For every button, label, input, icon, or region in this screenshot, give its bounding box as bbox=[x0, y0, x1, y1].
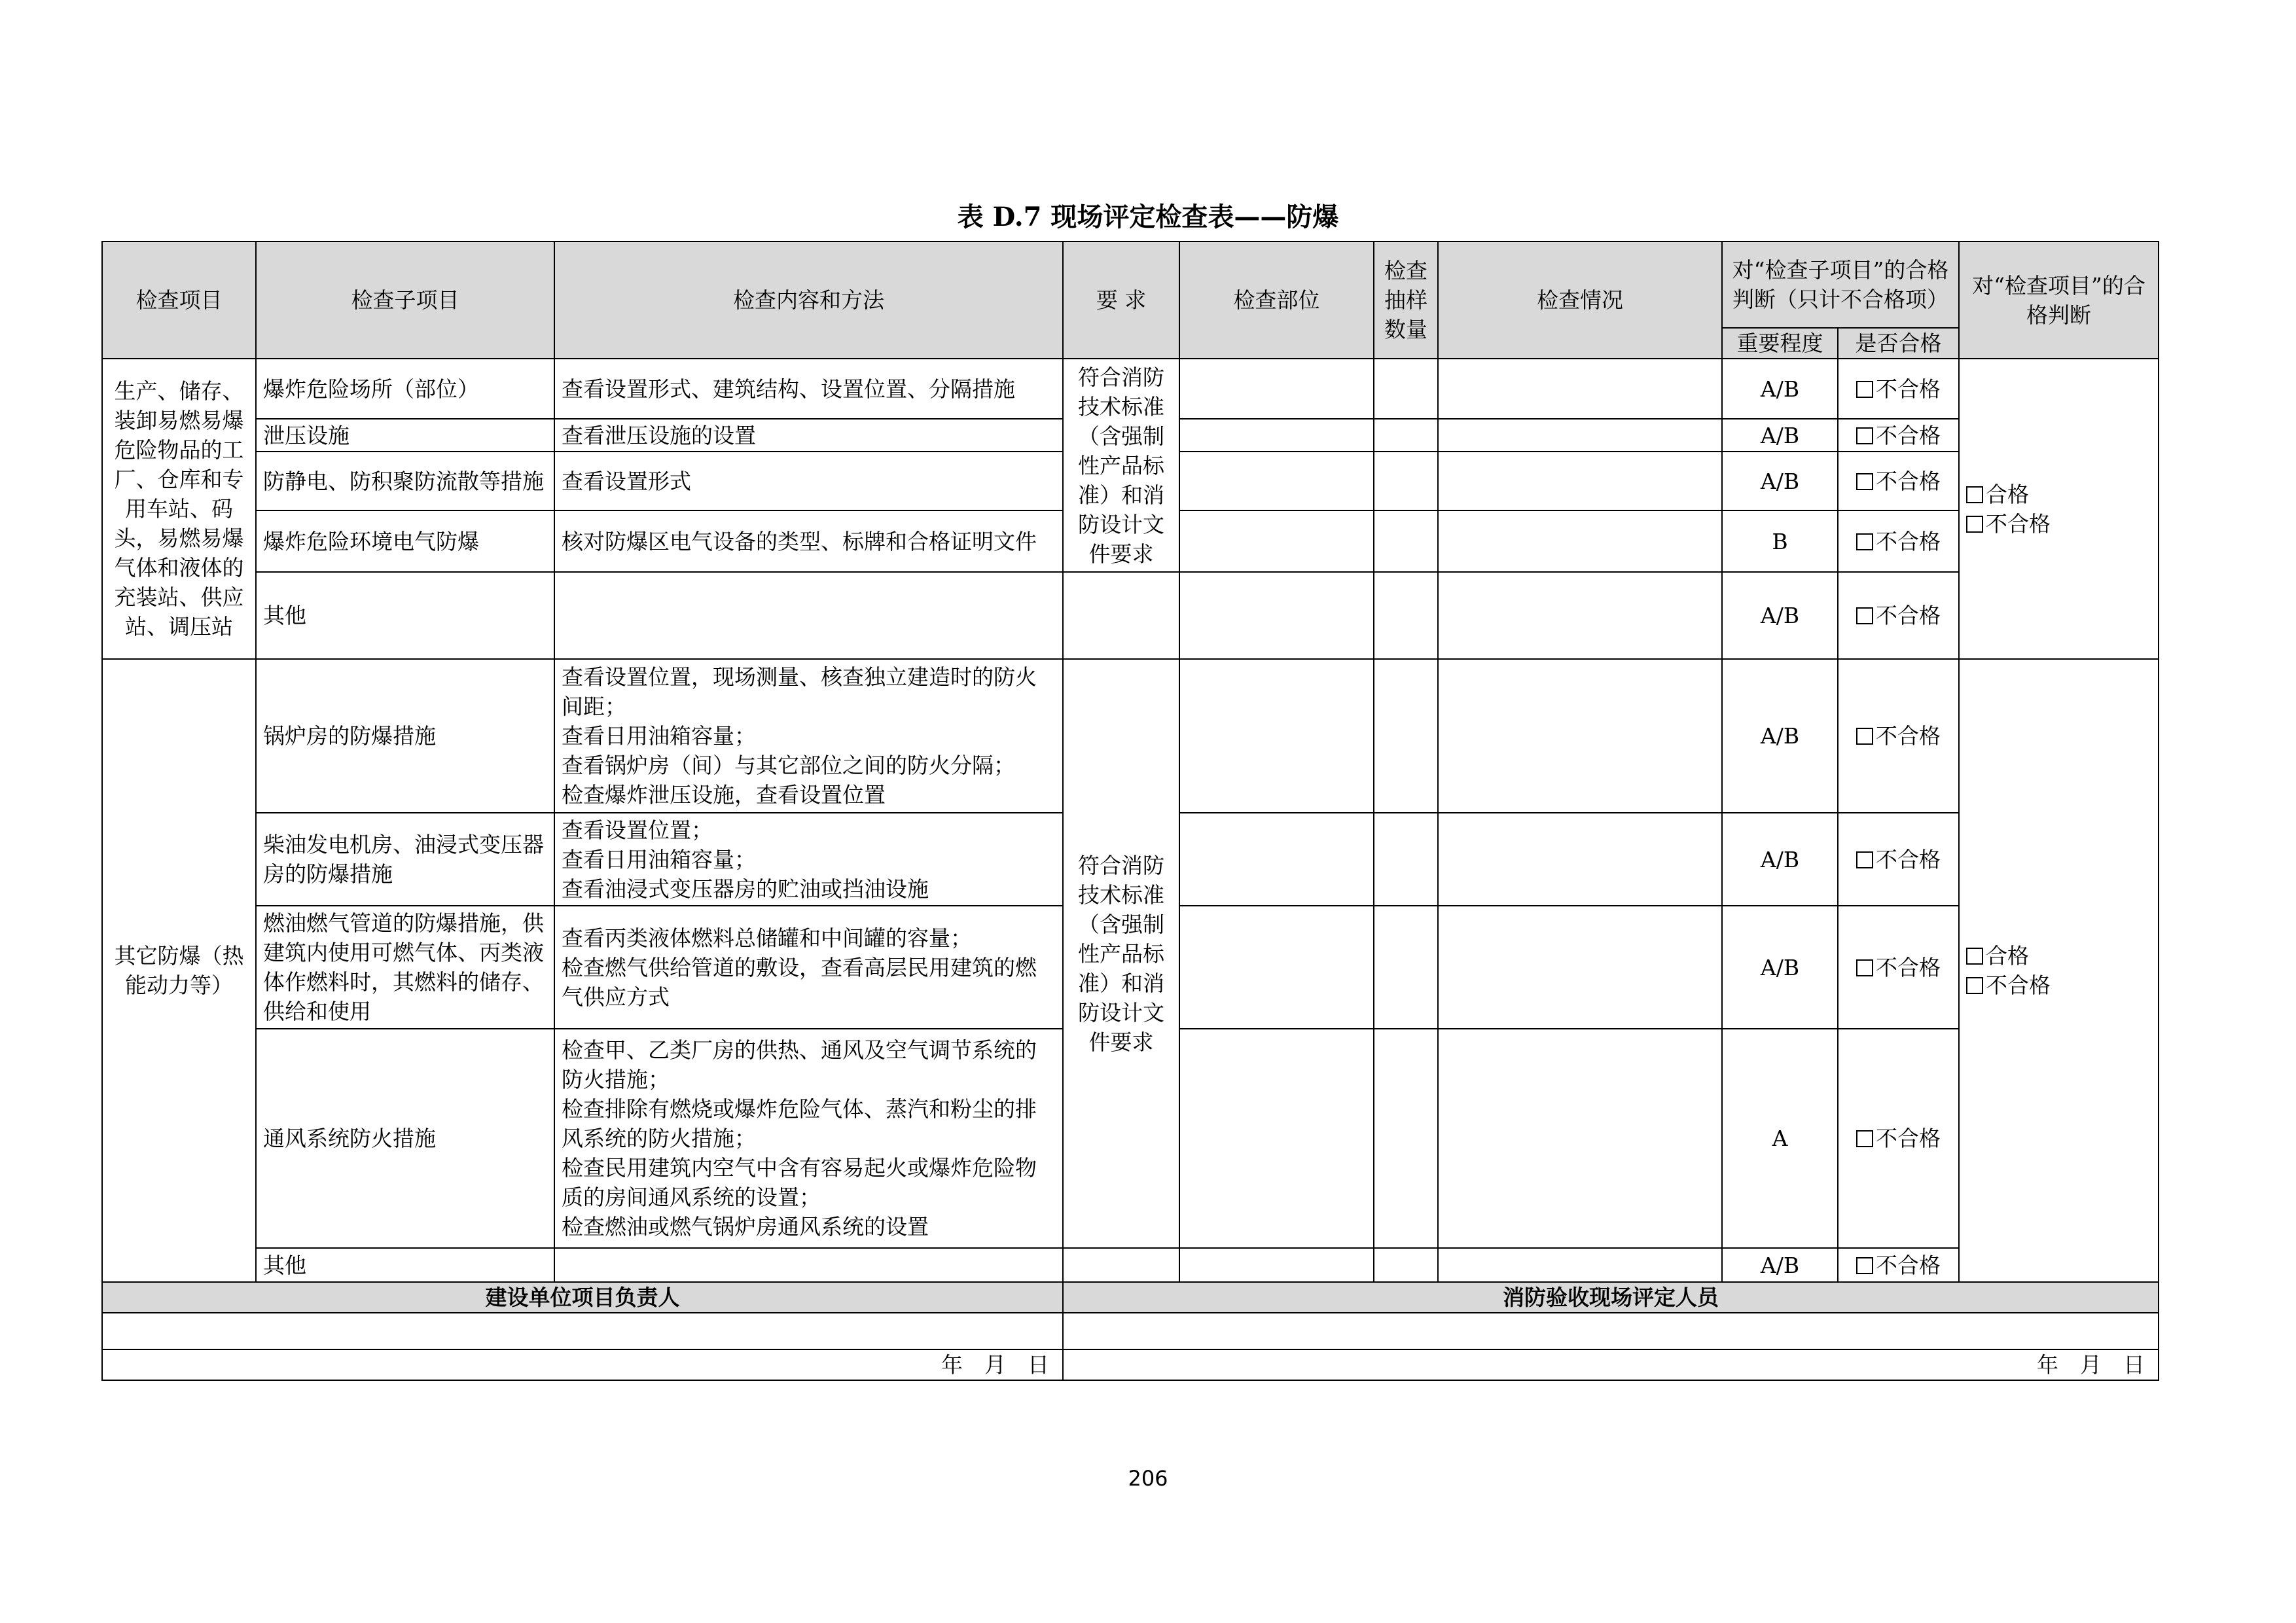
page-title: 表 D.7 现场评定检查表——防爆 bbox=[957, 202, 1339, 232]
checkbox[interactable] bbox=[1856, 1257, 1873, 1274]
importance-level: A/B bbox=[1722, 906, 1838, 1029]
checkbox[interactable] bbox=[1966, 977, 1983, 994]
importance-level: A/B bbox=[1722, 572, 1838, 659]
item-judgement bbox=[1959, 359, 2159, 659]
importance-level: A/B bbox=[1722, 359, 1838, 419]
requirement-blank bbox=[1063, 1248, 1179, 1282]
header-sub-item: 检查子项目 bbox=[256, 241, 554, 359]
sub-item: 爆炸危险场所（部位） bbox=[256, 359, 554, 419]
location-cell bbox=[1179, 1029, 1374, 1248]
situation-cell bbox=[1438, 1248, 1722, 1282]
judge-pass-option bbox=[1966, 941, 2151, 971]
check-method bbox=[554, 572, 1063, 659]
check-method: 查看泄压设施的设置 bbox=[554, 419, 1063, 452]
sub-item: 锅炉房的防爆措施 bbox=[256, 659, 554, 813]
sub-item: 其他 bbox=[256, 1248, 554, 1282]
check-method: 查看设置形式 bbox=[554, 452, 1063, 510]
sample-cell bbox=[1374, 359, 1438, 419]
header-situation: 检查情况 bbox=[1438, 241, 1722, 359]
header-item-judge: 对“检查项目”的合格判断 bbox=[1959, 241, 2159, 359]
importance-level: B bbox=[1722, 510, 1838, 572]
importance-level: A/B bbox=[1722, 452, 1838, 510]
checkbox[interactable] bbox=[1856, 1130, 1873, 1147]
location-cell bbox=[1179, 1248, 1374, 1282]
situation-cell bbox=[1438, 359, 1722, 419]
check-item: 生产、储存、装卸易燃易爆危险物品的工厂、仓库和专用车站、码头，易燃易爆气体和液体的充装站、供应站、调压站 bbox=[102, 359, 256, 659]
check-method: 检查甲、乙类厂房的供热、通风及空气调节系统的防火措施； 检查排除有燃烧或爆炸危险气体、蒸汽和粉尘的排风系统的防火措施； 检查民用建筑内空气中含有容易起火或爆炸危险物质的房间通风系统的设置； 检查燃油或燃气锅炉房通风系统的设置 bbox=[554, 1029, 1063, 1248]
sample-cell bbox=[1374, 452, 1438, 510]
checkbox[interactable] bbox=[1856, 427, 1873, 444]
importance-level: A/B bbox=[1722, 419, 1838, 452]
header-pass: 是否合格 bbox=[1838, 328, 1959, 359]
check-method: 查看丙类液体燃料总储罐和中间罐的容量； 检查燃气供给管道的敷设，查看高层民用建筑的燃气供应方式 bbox=[554, 906, 1063, 1029]
location-cell bbox=[1179, 572, 1374, 659]
footer-right-date: 年 月 日 bbox=[1063, 1349, 2159, 1380]
checkbox[interactable] bbox=[1856, 959, 1873, 976]
checkbox[interactable] bbox=[1856, 381, 1873, 398]
header-importance: 重要程度 bbox=[1722, 328, 1838, 359]
pass-fail-cell bbox=[1838, 419, 1959, 452]
option-label: 不合格 bbox=[1986, 972, 2051, 998]
fail-label: 不合格 bbox=[1876, 1252, 1941, 1278]
sample-cell bbox=[1374, 510, 1438, 572]
sub-item: 防静电、防积聚防流散等措施 bbox=[256, 452, 554, 510]
situation-cell bbox=[1438, 813, 1722, 906]
option-label: 不合格 bbox=[1986, 510, 2051, 537]
importance-level: A/B bbox=[1722, 813, 1838, 906]
pass-fail-cell bbox=[1838, 813, 1959, 906]
judge-fail-option bbox=[1966, 971, 2151, 1000]
pass-fail-cell bbox=[1838, 359, 1959, 419]
judge-pass-option bbox=[1966, 480, 2151, 509]
check-method: 查看设置位置； 查看日用油箱容量； 查看油浸式变压器房的贮油或挡油设施 bbox=[554, 813, 1063, 906]
location-cell bbox=[1179, 359, 1374, 419]
situation-cell bbox=[1438, 510, 1722, 572]
location-cell bbox=[1179, 813, 1374, 906]
page-number: 206 bbox=[1128, 1466, 1168, 1491]
fail-label: 不合格 bbox=[1876, 422, 1941, 448]
situation-cell bbox=[1438, 419, 1722, 452]
option-label: 合格 bbox=[1986, 943, 2029, 969]
header-sample: 检查抽样数量 bbox=[1374, 241, 1438, 359]
sub-item: 爆炸危险环境电气防爆 bbox=[256, 510, 554, 572]
footer-left-sign bbox=[102, 1313, 1063, 1349]
fail-label: 不合格 bbox=[1876, 528, 1941, 554]
judge-fail-option bbox=[1966, 509, 2151, 539]
situation-cell bbox=[1438, 572, 1722, 659]
sub-item: 燃油燃气管道的防爆措施，供建筑内使用可燃气体、丙类液体作燃料时，其燃料的储存、供给和使用 bbox=[256, 906, 554, 1029]
header-item: 检查项目 bbox=[102, 241, 256, 359]
sample-cell bbox=[1374, 572, 1438, 659]
sub-item: 泄压设施 bbox=[256, 419, 554, 452]
table-row bbox=[102, 359, 2159, 419]
sample-cell bbox=[1374, 1029, 1438, 1248]
header-sub-judge: 对“检查子项目”的合格判断（只计不合格项） bbox=[1722, 241, 1959, 328]
check-item: 其它防爆（热能动力等） bbox=[102, 659, 256, 1282]
location-cell bbox=[1179, 452, 1374, 510]
location-cell bbox=[1179, 510, 1374, 572]
table-body bbox=[102, 359, 2159, 1282]
pass-fail-cell bbox=[1838, 1248, 1959, 1282]
footer-right-label: 消防验收现场评定人员 bbox=[1063, 1282, 2159, 1313]
check-method: 查看设置位置，现场测量、核查独立建造时的防火间距； 查看日用油箱容量； 查看锅炉房（间）与其它部位之间的防火分隔； 检查爆炸泄压设施，查看设置位置 bbox=[554, 659, 1063, 813]
sub-item: 其他 bbox=[256, 572, 554, 659]
pass-fail-cell bbox=[1838, 452, 1959, 510]
footer-right-sign bbox=[1063, 1313, 2159, 1349]
fail-label: 不合格 bbox=[1876, 1126, 1941, 1151]
requirement: 符合消防技术标准（含强制性产品标准）和消防设计文件要求 bbox=[1063, 359, 1179, 572]
checkbox[interactable] bbox=[1856, 473, 1873, 490]
importance-level: A/B bbox=[1722, 1248, 1838, 1282]
situation-cell bbox=[1438, 1029, 1722, 1248]
checkbox[interactable] bbox=[1966, 948, 1983, 965]
location-cell bbox=[1179, 906, 1374, 1029]
table-row bbox=[102, 659, 2159, 813]
sample-cell bbox=[1374, 906, 1438, 1029]
footer-left-label: 建设单位项目负责人 bbox=[102, 1282, 1063, 1313]
sample-cell bbox=[1374, 813, 1438, 906]
footer-left-date: 年 月 日 bbox=[102, 1349, 1063, 1380]
sub-item: 通风系统防火措施 bbox=[256, 1029, 554, 1248]
situation-cell bbox=[1438, 659, 1722, 813]
requirement-blank bbox=[1063, 572, 1179, 659]
requirement: 符合消防技术标准（含强制性产品标准）和消防设计文件要求 bbox=[1063, 659, 1179, 1248]
checkbox[interactable] bbox=[1966, 516, 1983, 533]
checkbox[interactable] bbox=[1856, 728, 1873, 745]
pass-fail-cell bbox=[1838, 510, 1959, 572]
fail-label: 不合格 bbox=[1876, 376, 1941, 402]
table-row bbox=[102, 572, 2159, 659]
sample-cell bbox=[1374, 419, 1438, 452]
header-location: 检查部位 bbox=[1179, 241, 1374, 359]
header-method: 检查内容和方法 bbox=[554, 241, 1063, 359]
option-label: 合格 bbox=[1986, 481, 2029, 507]
check-method: 查看设置形式、建筑结构、设置位置、分隔措施 bbox=[554, 359, 1063, 419]
checkbox[interactable] bbox=[1856, 533, 1873, 550]
sample-cell bbox=[1374, 1248, 1438, 1282]
sub-item: 柴油发电机房、油浸式变压器房的防爆措施 bbox=[256, 813, 554, 906]
situation-cell bbox=[1438, 452, 1722, 510]
situation-cell bbox=[1438, 906, 1722, 1029]
pass-fail-cell bbox=[1838, 906, 1959, 1029]
inspection-table bbox=[101, 241, 2159, 1381]
check-method bbox=[554, 1248, 1063, 1282]
importance-level: A/B bbox=[1722, 659, 1838, 813]
fail-label: 不合格 bbox=[1876, 723, 1941, 749]
location-cell bbox=[1179, 419, 1374, 452]
fail-label: 不合格 bbox=[1876, 603, 1941, 628]
table-row bbox=[102, 1248, 2159, 1282]
pass-fail-cell bbox=[1838, 572, 1959, 659]
checkbox[interactable] bbox=[1856, 851, 1873, 868]
fail-label: 不合格 bbox=[1876, 846, 1941, 872]
location-cell bbox=[1179, 659, 1374, 813]
fail-label: 不合格 bbox=[1876, 468, 1941, 494]
checkbox[interactable] bbox=[1856, 607, 1873, 624]
importance-level: A bbox=[1722, 1029, 1838, 1248]
check-method: 核对防爆区电气设备的类型、标牌和合格证明文件 bbox=[554, 510, 1063, 572]
sample-cell bbox=[1374, 659, 1438, 813]
checkbox[interactable] bbox=[1966, 486, 1983, 503]
item-judgement bbox=[1959, 659, 2159, 1282]
pass-fail-cell bbox=[1838, 1029, 1959, 1248]
header-requirement: 要 求 bbox=[1063, 241, 1179, 359]
fail-label: 不合格 bbox=[1876, 954, 1941, 980]
pass-fail-cell bbox=[1838, 659, 1959, 813]
